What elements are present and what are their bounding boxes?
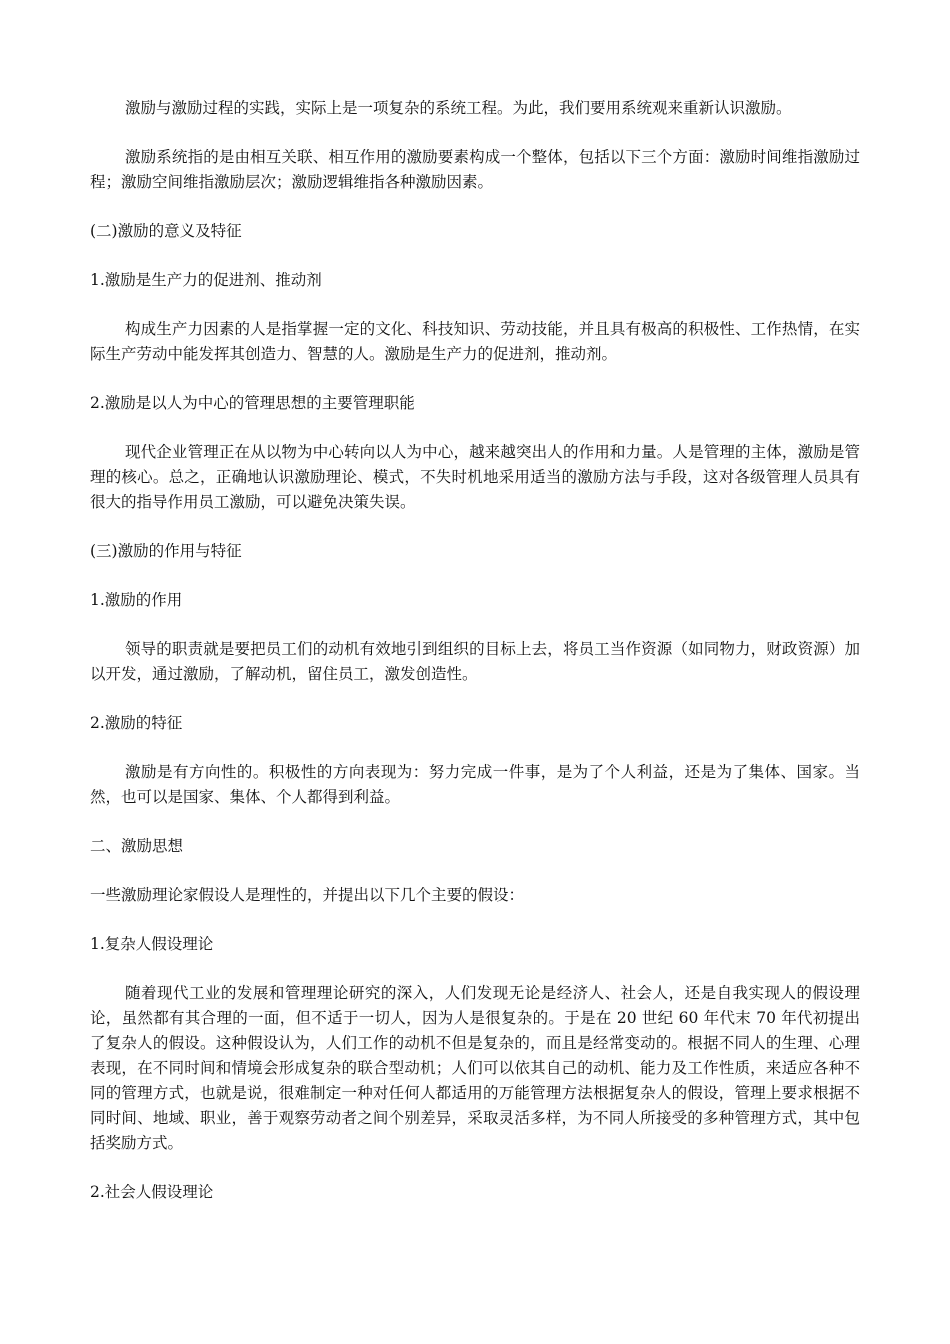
subsection-heading: 1.激励的作用	[90, 591, 183, 609]
document-body	[90, 96, 860, 1205]
section-heading: (三)激励的作用与特征	[90, 542, 242, 560]
subsection-heading: 1.激励是生产力的促进剂、推动剂	[90, 271, 322, 289]
paragraph: 构成生产力因素的人是指掌握一定的文化、科技知识、劳动技能，并且具有极高的积极性、工作热情，在实际生产劳动中能发挥其创造力、智慧的人。激励是生产力的促进剂，推动剂。	[90, 320, 860, 363]
section-heading: (二)激励的意义及特征	[90, 222, 242, 240]
chapter-heading: 二、激励思想	[90, 837, 184, 855]
paragraph: 激励是有方向性的。积极性的方向表现为：努力完成一件事，是为了个人利益，还是为了集体、国家。当然，也可以是国家、集体、个人都得到利益。	[90, 763, 860, 806]
subsection-heading: 2.激励的特征	[90, 714, 183, 732]
paragraph: 激励系统指的是由相互关联、相互作用的激励要素构成一个整体，包括以下三个方面：激励时间维指激励过程；激励空间维指激励层次；激励逻辑维指各种激励因素。	[90, 148, 860, 191]
paragraph: 随着现代工业的发展和管理理论研究的深入，人们发现无论是经济人、社会人，还是自我实现人的假设理论，虽然都有其合理的一面，但不适于一切人，因为人是很复杂的。于是在 20 世纪 60 年代末 70 年代初提出了复杂人的假设。这种假设认为，人们工作的动机不但是复杂的，而且是经常变动的。根据不同人的生理、心理表现，在不同时间和情境会形成复杂的联合型动机；人们可以依其自己的动机、能力及工作性质，来适应各种不同的管理方式，也就是说，很难制定一种对任何人都适用的万能管理方法根据复杂人的假设，管理上要求根据不同时间、地域、职业，善于观察劳动者之间个别差异，采取灵活多样，为不同人所接受的多种管理方式，其中包括奖励方式。	[90, 984, 860, 1152]
paragraph: 领导的职责就是要把员工们的动机有效地引到组织的目标上去，将员工当作资源（如同物力，财政资源）加以开发，通过激励，了解动机，留住员工，激发创造性。	[90, 640, 860, 683]
paragraph: 激励与激励过程的实践，实际上是一项复杂的系统工程。为此，我们要用系统观来重新认识激励。	[125, 99, 792, 117]
subsection-heading: 2.激励是以人为中心的管理思想的主要管理职能	[90, 394, 415, 412]
subsection-heading: 2.社会人假设理论	[90, 1183, 214, 1201]
paragraph: 现代企业管理正在从以物为中心转向以人为中心，越来越突出人的作用和力量。人是管理的主体，激励是管理的核心。总之，正确地认识激励理论、模式，不失时机地采用适当的激励方法与手段，这对各级管理人员具有很大的指导作用员工激励，可以避免决策失误。	[90, 443, 860, 511]
subsection-heading: 1.复杂人假设理论	[90, 935, 214, 953]
paragraph: 一些激励理论家假设人是理性的，并提出以下几个主要的假设：	[90, 886, 525, 904]
